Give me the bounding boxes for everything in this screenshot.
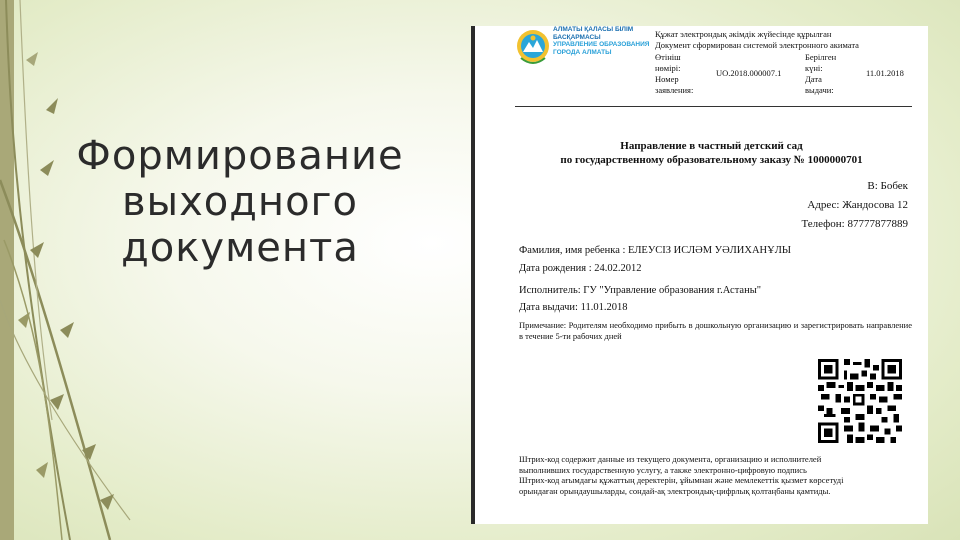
- barcode-info-line: орындаған орындаушыларды, сондай-ақ электрондық-цифрлық қолтаңбаны қамтиды.: [519, 485, 831, 496]
- document-note: Примечание: Родителям необходимо прибыть в дошкольную организацию и зарегистрировать направление в течение 5-ти рабочих дней: [519, 320, 912, 341]
- label-line: Берілген: [805, 52, 837, 62]
- issue-date-line: Дата выдачи: 11.01.2018: [519, 302, 628, 313]
- child-name: Фамилия, имя ребенка : ЕЛЕУСІЗ ИСЛӘМ УӘЛИХАНҰЛЫ: [519, 245, 791, 256]
- birth-date: Дата рождения : 24.02.2012: [519, 263, 642, 274]
- label-line: Дата: [805, 74, 822, 84]
- issue-date-label: [805, 52, 836, 96]
- document-header: [475, 26, 928, 110]
- barcode-info: [519, 454, 919, 496]
- barcode-info-line: Штрих-код содержит данные из текущего документа, организацию и исполнителей: [519, 454, 822, 464]
- executor: Исполнитель: ГУ "Управление образования г.Астаны": [519, 285, 762, 296]
- label-line: выдачи:: [805, 85, 834, 95]
- org-name: [516, 26, 650, 56]
- header-note-kz: Құжат электрондық әкімдік жүйесінде құрылған: [655, 29, 832, 39]
- app-number-value: UO.2018.000007.1: [716, 68, 782, 78]
- document-title: [475, 139, 928, 167]
- org-name-line: ГОРОДА АЛМАТЫ: [553, 48, 612, 56]
- header-note: [655, 29, 859, 51]
- org-name-line: АЛМАТЫ ҚАЛАСЫ БІЛІМ: [553, 26, 634, 33]
- header-note-ru: Документ сформирован системой электронного акимата: [655, 40, 859, 50]
- barcode-info-line: выполнивших государственную услугу, а также электронно-цифровую подпись: [519, 464, 807, 475]
- recipient-block: [801, 177, 908, 234]
- header-divider: [515, 106, 912, 107]
- slide-title-line: выходного: [121, 179, 359, 225]
- issue-date-value: 11.01.2018: [866, 68, 904, 78]
- label-line: заявления:: [655, 85, 694, 95]
- label-line: нөмірі:: [655, 63, 681, 73]
- label-line: күні:: [805, 63, 823, 73]
- recipient-address: Адрес: Жандосова 12: [807, 199, 908, 211]
- slide-title-line: документа: [121, 225, 359, 271]
- qr-code-icon: [818, 359, 902, 443]
- document-page: [471, 26, 928, 524]
- recipient-phone: Телефон: 87777877889: [801, 218, 908, 230]
- app-number-label: [655, 52, 693, 96]
- barcode-info-line: Штрих-код ағымдағы құжаттың деректерін, ұйымнан және мемлекеттік қызмет көрсетуді: [519, 475, 844, 485]
- recipient-name: В: Бобек: [867, 180, 908, 192]
- label-line: Өтініш: [655, 52, 681, 62]
- org-name-line: БАСҚАРМАСЫ: [553, 33, 601, 41]
- document-title-line: Направление в частный детский сад: [620, 140, 803, 152]
- slide-title-line: Формирование: [76, 133, 404, 179]
- org-name-line: УПРАВЛЕНИЕ ОБРАЗОВАНИЯ: [553, 41, 650, 49]
- document-title-line: по государственному образовательному заказу № 1000000701: [560, 154, 863, 166]
- label-line: Номер: [655, 74, 679, 84]
- slide-title: [60, 133, 420, 271]
